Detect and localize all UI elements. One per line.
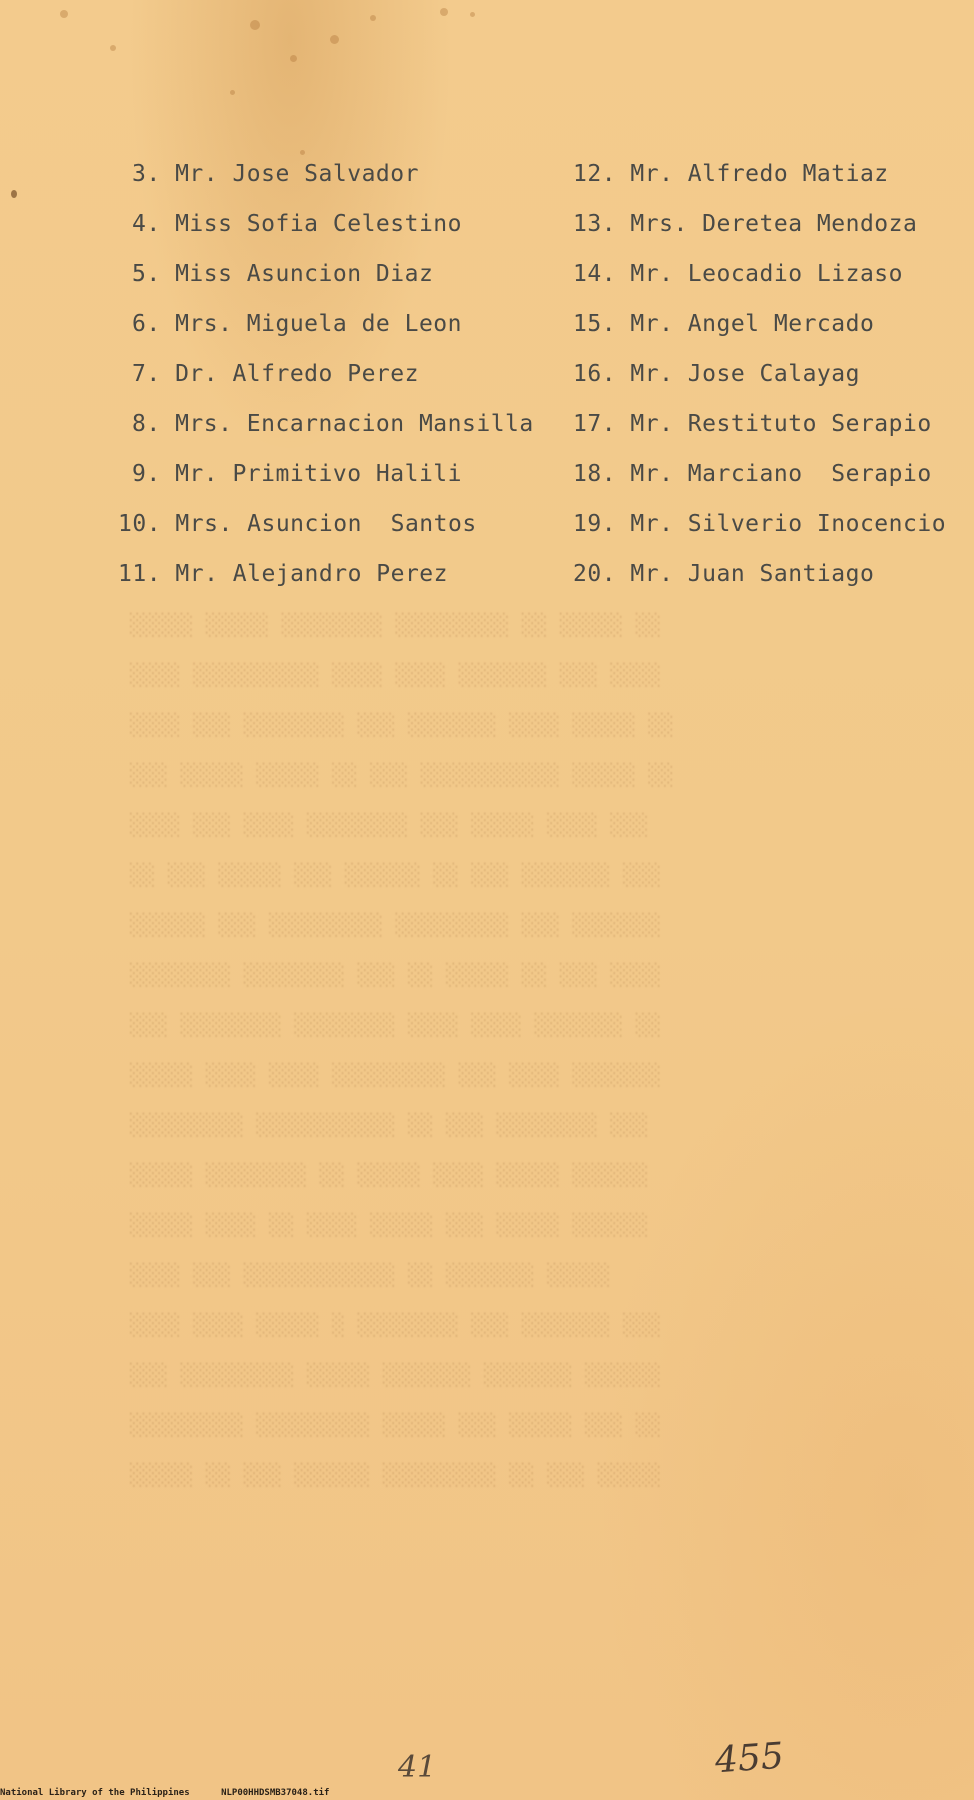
list-item — [573, 257, 946, 307]
person-name: Miss Sofia Celestino — [175, 211, 463, 237]
stain — [370, 15, 376, 21]
list-item — [573, 307, 946, 357]
person-name: Mrs. Miguela de Leon — [175, 311, 463, 337]
person-name: Mr. Angel Mercado — [630, 311, 875, 337]
names-list-right — [573, 157, 946, 607]
item-number: 20. — [573, 561, 617, 587]
item-number: 13. — [573, 211, 617, 237]
list-item — [132, 357, 534, 407]
stain — [60, 10, 68, 18]
list-item — [573, 207, 946, 257]
stain — [11, 190, 17, 198]
list-item — [132, 257, 534, 307]
list-item — [573, 157, 946, 207]
person-name: Mr. Juan Santiago — [630, 561, 875, 587]
person-name: Mrs. Encarnacion Mansilla — [175, 411, 534, 437]
person-name: Mr. Primitivo Halili — [175, 461, 463, 487]
handwritten-folio-number: 455 — [713, 1735, 786, 1782]
item-number: 12. — [573, 161, 617, 187]
item-number: 10. — [118, 511, 162, 537]
stain — [330, 35, 339, 44]
item-number: 6. — [132, 311, 161, 337]
item-number: 7. — [132, 361, 161, 387]
person-name: Mr. Restituto Serapio — [630, 411, 932, 437]
item-number: 4. — [132, 211, 161, 237]
person-name: Mrs. Deretea Mendoza — [630, 211, 918, 237]
stain — [440, 8, 448, 16]
person-name: Mrs. Asuncion Santos — [175, 511, 477, 537]
person-name: Mr. Leocadio Lizaso — [630, 261, 904, 287]
stain — [300, 150, 305, 155]
person-name: Mr. Jose Salvador — [175, 161, 419, 187]
list-item — [132, 457, 534, 507]
person-name: Dr. Alfredo Perez — [175, 361, 419, 387]
stain — [230, 90, 235, 95]
item-number: 14. — [573, 261, 617, 287]
item-number: 3. — [132, 161, 161, 187]
bleed-through-texture: ░░░░░ ░░░░░ ░░░░░░░░ ░░░░░░░░░ ░░ ░░░░░ ░░ ░░░░ ░░░░░░░░░░ ░░░░ ░░░░ ░░░░░░░ ░░░ ░░░░ ░░░░ ░░░ ░░░░░░░░ ░░░ ░░░░░░░ ░░░░ ░░░░░ ░░ ░░░ ░░░░░ ░░░░░ ░░ ░░░ ░░░░░░░░░░░ ░░░░░ ░░ ░░░░ ░░░ ░░░░ ░░░░░░░░ ░░░ ░░░░░ ░░░░ ░░░ ░░ ░░░ ░░░░░ ░░░ ░░░░░░ ░░ ░░░ ░░░░░░░ ░░░ ░░░░░░ ░░░ ░░░░░░░░░ ░░░░░░░░░ ░░░ ░░░░░░░ ░░░░░░░░ ░░░░░░░░ ░░░ ░░ ░░░░░ ░░ ░░░ ░░░░ ░░░ ░░░░░░░░ ░░░░░░░░ ░░░░ ░░░░ ░░░░░░░ ░░ ░░░░░ ░░░░ ░░░░ ░░░░░░░░░ ░░░ ░░░░ ░░░░░░░ ░░░░░░░░░ ░░░░░░░░░░░ ░░ ░░░ ░░░░░░░░ ░░░ ░░░░░ ░░░░░░░░ ░░ ░░░░░ ░░░░ ░░░░░ ░░░░░░ ░░░░░ ░░░░ ░░ ░░░░ ░░░░░ ░░░ ░░░░░ ░░░░░░ ░░░░ ░░░ ░░░░░░░░░░░░ ░░ ░░░░░░░ ░░░░░ ░░░░ ░░░░ ░░░░░ ░ ░░░░░░░░ ░░░ ░░░░░░░ ░░░ ░░░ ░░░░░░░░░ ░░░░░ ░░░░░░░ ░░░░░░░ ░░░░░░ ░░░░░░░░░ ░░░░░░░░░ ░░░░░ ░░░ ░░░░░ ░░░ ░░ ░░░░░ ░░ ░░░ ░░░░░░ ░░░░░░░░░ ░░ ░░░ ░░░░░ — [130, 613, 674, 1487]
item-number: 11. — [118, 561, 162, 587]
list-item — [132, 407, 534, 457]
stain — [470, 12, 475, 17]
person-name: Mr. Silverio Inocencio — [630, 511, 947, 537]
item-number: 17. — [573, 411, 617, 437]
item-number: 5. — [132, 261, 161, 287]
person-name: Mr. Alejandro Perez — [175, 561, 449, 587]
item-number: 16. — [573, 361, 617, 387]
list-item — [132, 207, 534, 257]
person-name: Miss Asuncion Diaz — [175, 261, 434, 287]
stain — [290, 55, 297, 62]
scan-footer — [0, 1788, 355, 1798]
stain — [250, 20, 260, 30]
list-item — [132, 157, 534, 207]
item-number: 15. — [573, 311, 617, 337]
list-item — [573, 457, 946, 507]
handwritten-page-number: 41 — [398, 1750, 437, 1785]
list-item — [573, 557, 946, 607]
person-name: Mr. Alfredo Matiaz — [630, 161, 889, 187]
item-number: 9. — [132, 461, 161, 487]
list-item — [573, 357, 946, 407]
library-credit: National Library of the Philippines — [0, 1788, 190, 1798]
person-name: Mr. Jose Calayag — [630, 361, 860, 387]
list-item — [118, 557, 534, 607]
list-item — [573, 407, 946, 457]
list-item — [573, 507, 946, 557]
list-item — [118, 507, 534, 557]
item-number: 19. — [573, 511, 617, 537]
names-list-left — [118, 157, 534, 607]
item-number: 18. — [573, 461, 617, 487]
item-number: 8. — [132, 411, 161, 437]
person-name: Mr. Marciano Serapio — [630, 461, 932, 487]
stain — [110, 45, 116, 51]
file-name: NLP00HHDSMB37048.tif — [221, 1788, 330, 1798]
list-item — [132, 307, 534, 357]
